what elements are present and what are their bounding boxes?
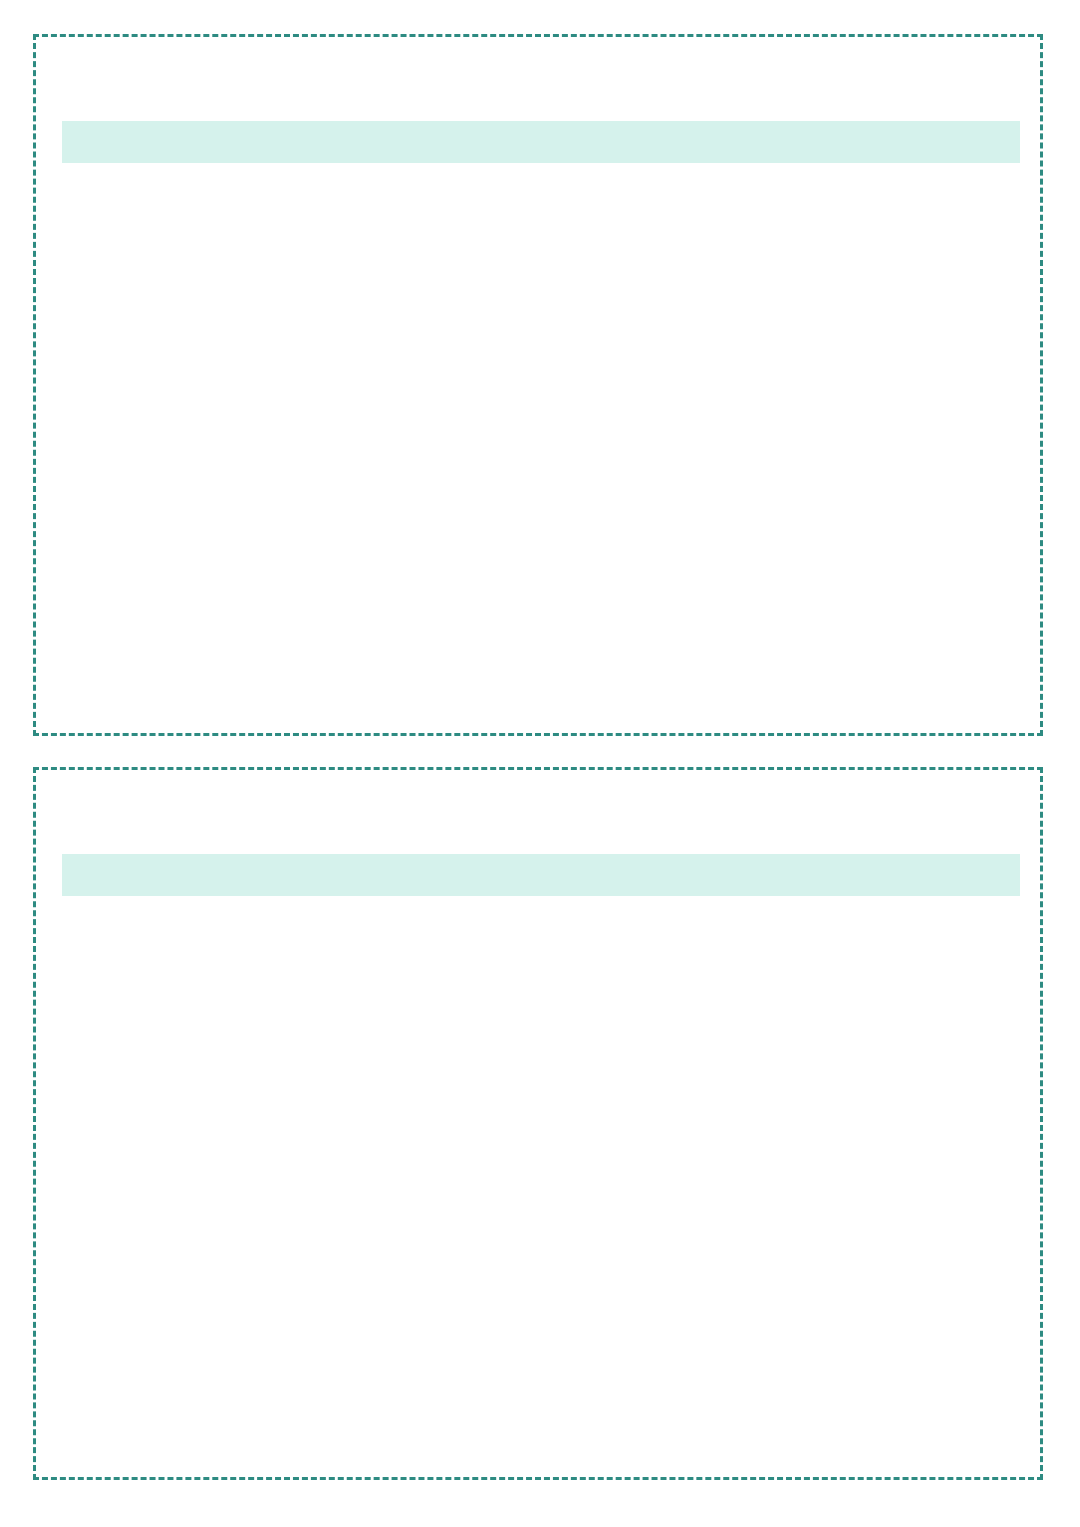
unit-banner (62, 121, 1020, 163)
evening-dictation-card (33, 767, 1043, 1480)
unit-banner (62, 854, 1020, 896)
morning-reading-card (33, 34, 1043, 736)
